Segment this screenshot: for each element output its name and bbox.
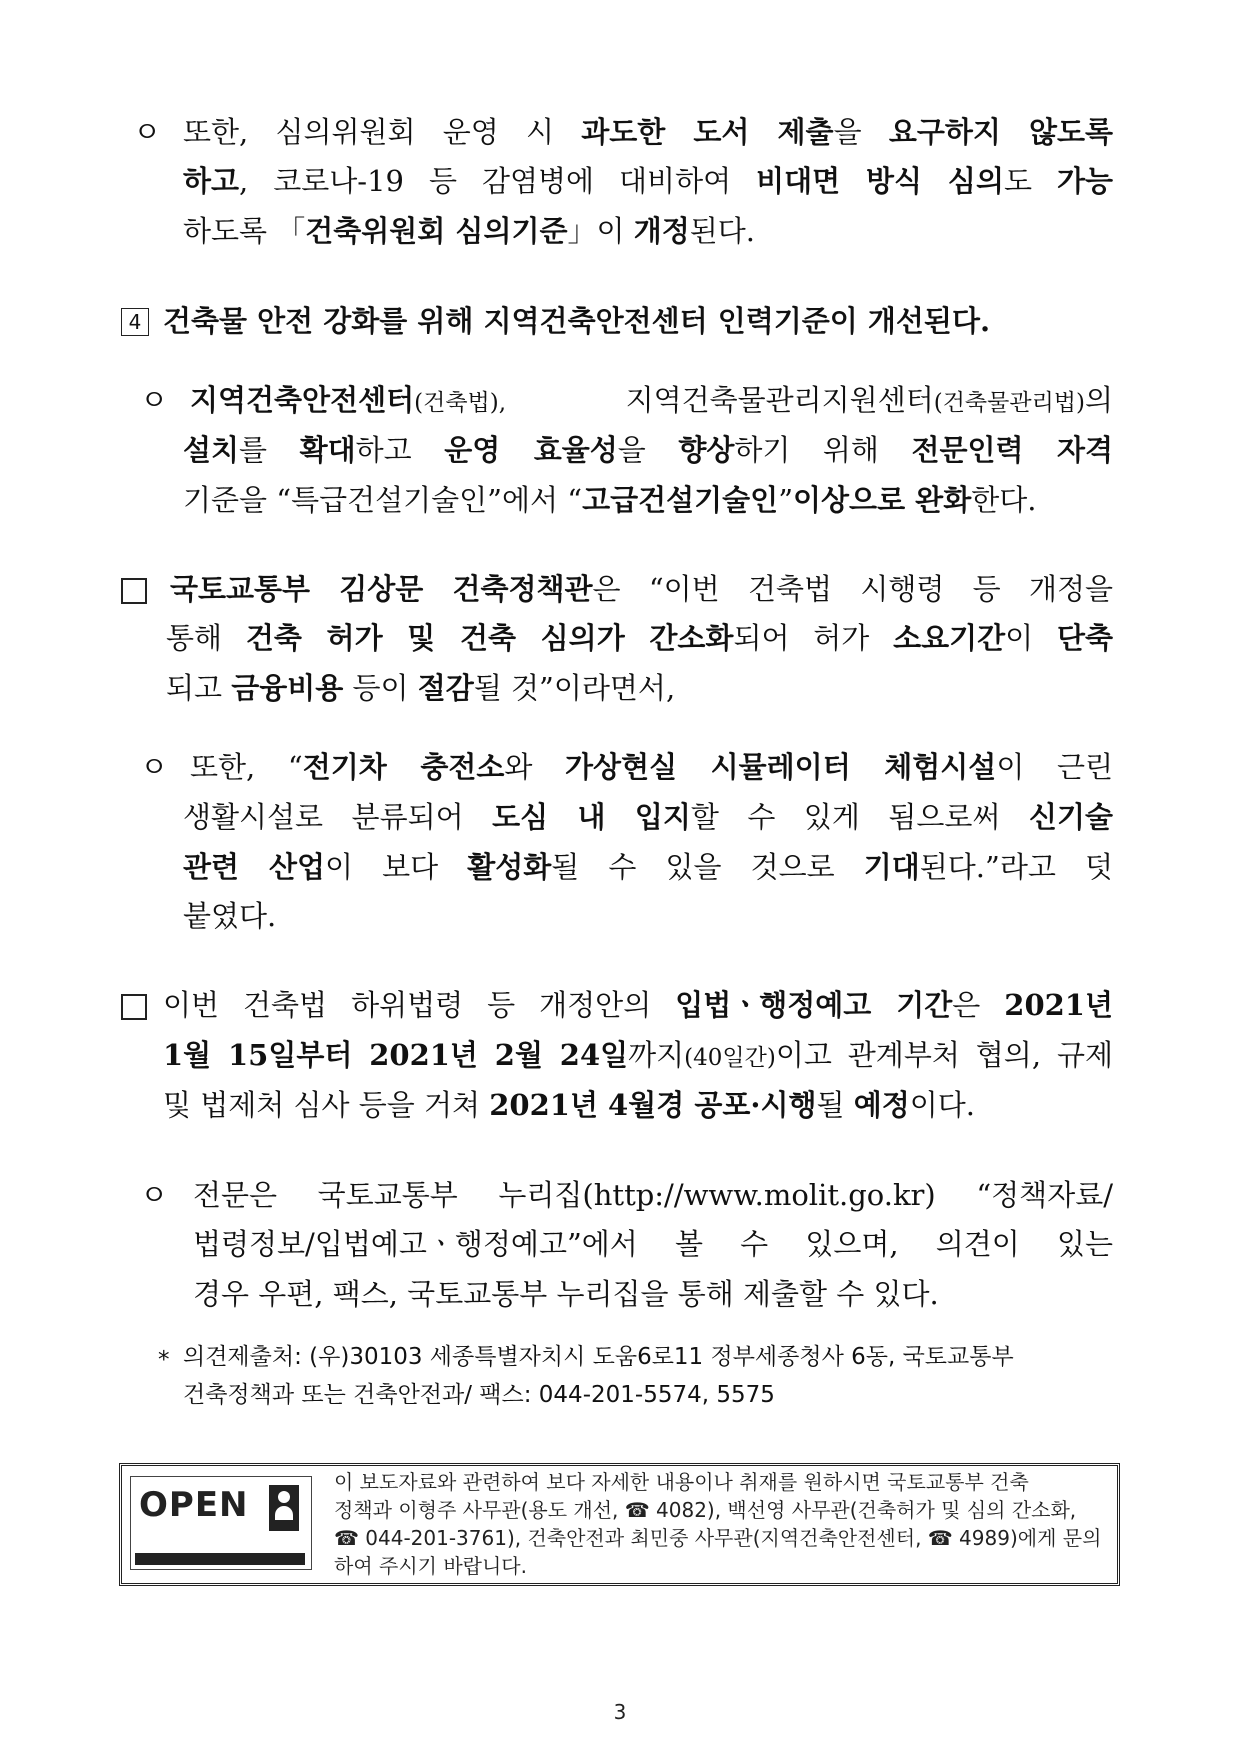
p6-line-2: 법령정보/입법예고ㆍ행정예고”에서 볼 수 있으며, 의견이 있는 (193, 1227, 1113, 1261)
note-line-2: 건축정책과 또는 건축안전과/ 팩스: 044-201-5574, 5575 (183, 1382, 775, 1408)
note-asterisk: * (158, 1347, 170, 1373)
p2-line-3: 기준을 “특급건설기술인”에서 “고급건설기술인”이상으로 완화한다. (183, 483, 1037, 517)
bullet-circle: ㅇ (140, 1178, 169, 1212)
p3-line-2: 통해 건축 허가 및 건축 심의가 간소화되어 허가 소요기간이 단축 (166, 621, 1114, 655)
bullet-circle: ㅇ (140, 383, 169, 417)
p2-line-1: 지역건축안전센터(건축법), 지역건축물관리지원센터(건축물관리법)의 (190, 383, 1113, 417)
contact-line-4: 하여 주시기 바랍니다. (334, 1554, 527, 1578)
contact-line-2: 정책과 이형주 사무관(용도 개선, ☎ 4082), 백선영 사무관(건축허가 및 심의 간소화, (334, 1498, 1077, 1522)
p4-line-4: 붙였다. (183, 899, 277, 933)
p4-line-1: 또한, “전기차 충전소와 가상현실 시뮬레이터 체험시설이 근린 (190, 750, 1114, 784)
note-line-1: 의견제출처: (우)30103 세종특별자치시 도움6로11 정부세종청사 6동, 국토교통부 (183, 1344, 1014, 1370)
section-number-box: 4 (121, 308, 149, 336)
p2-line-2: 설치를 확대하고 운영 효율성을 향상하기 위해 전문인력 자격 (183, 433, 1114, 467)
person-icon (269, 1485, 299, 1531)
p4-line-2: 생활시설로 분류되어 도심 내 입지할 수 있게 됨으로써 신기술 (183, 800, 1113, 834)
p1-line-1: 또한, 심의위원회 운영 시 과도한 도서 제출을 요구하지 않도록 (183, 115, 1114, 149)
bullet-circle: ㅇ (133, 115, 162, 149)
p6-line-1: 전문은 국토교통부 누리집(http://www.molit.go.kr) “정책자료/ (193, 1178, 1113, 1212)
p1-line-2: 하고, 코로나-19 등 감염병에 대비하여 비대면 방식 심의도 가능 (183, 164, 1114, 198)
p1-line-3: 하도록 「건축위원회 심의기준」이 개정된다. (183, 214, 756, 248)
p5-line-1: 이번 건축법 하위법령 등 개정안의 입법ㆍ행정예고 기간은 2021년 (163, 988, 1113, 1022)
contact-line-1: 이 보도자료와 관련하여 보다 자세한 내용이나 취재를 원하시면 국토교통부 건축 (334, 1470, 1029, 1494)
p5-line-3: 및 법제처 심사 등을 거쳐 2021년 4월경 공포·시행될 예정이다. (163, 1088, 976, 1122)
p4-line-3: 관련 산업이 보다 활성화될 수 있을 것으로 기대된다.”라고 덧 (183, 850, 1113, 884)
bullet-circle: ㅇ (140, 750, 169, 784)
checkbox-square-icon (121, 578, 147, 604)
logo-strip (135, 1553, 305, 1565)
contact-line-3: ☎ 044-201-3761), 건축안전과 최민중 사무관(지역건축안전센터, ☎ 4989)에게 문의 (334, 1526, 1102, 1550)
p5-line-2: 1월 15일부터 2021년 2월 24일까지(40일간)이고 관계부처 협의, 규제 (163, 1038, 1113, 1072)
p3-line-3: 되고 금융비용 등이 절감될 것”이라면서, (166, 671, 676, 705)
p3-line-1: 국토교통부 김상문 건축정책관은 “이번 건축법 시행령 등 개정을 (170, 572, 1113, 606)
contact-info-box (119, 1463, 1120, 1586)
checkbox-square-icon (121, 994, 147, 1020)
p6-line-3: 경우 우편, 팩스, 국토교통부 누리집을 통해 제출할 수 있다. (193, 1277, 939, 1311)
section-heading: 건축물 안전 강화를 위해 지역건축안전센터 인력기준이 개선된다. (163, 304, 991, 338)
page-number: 3 (613, 1700, 627, 1724)
open-license-logo: OPEN (130, 1476, 312, 1570)
